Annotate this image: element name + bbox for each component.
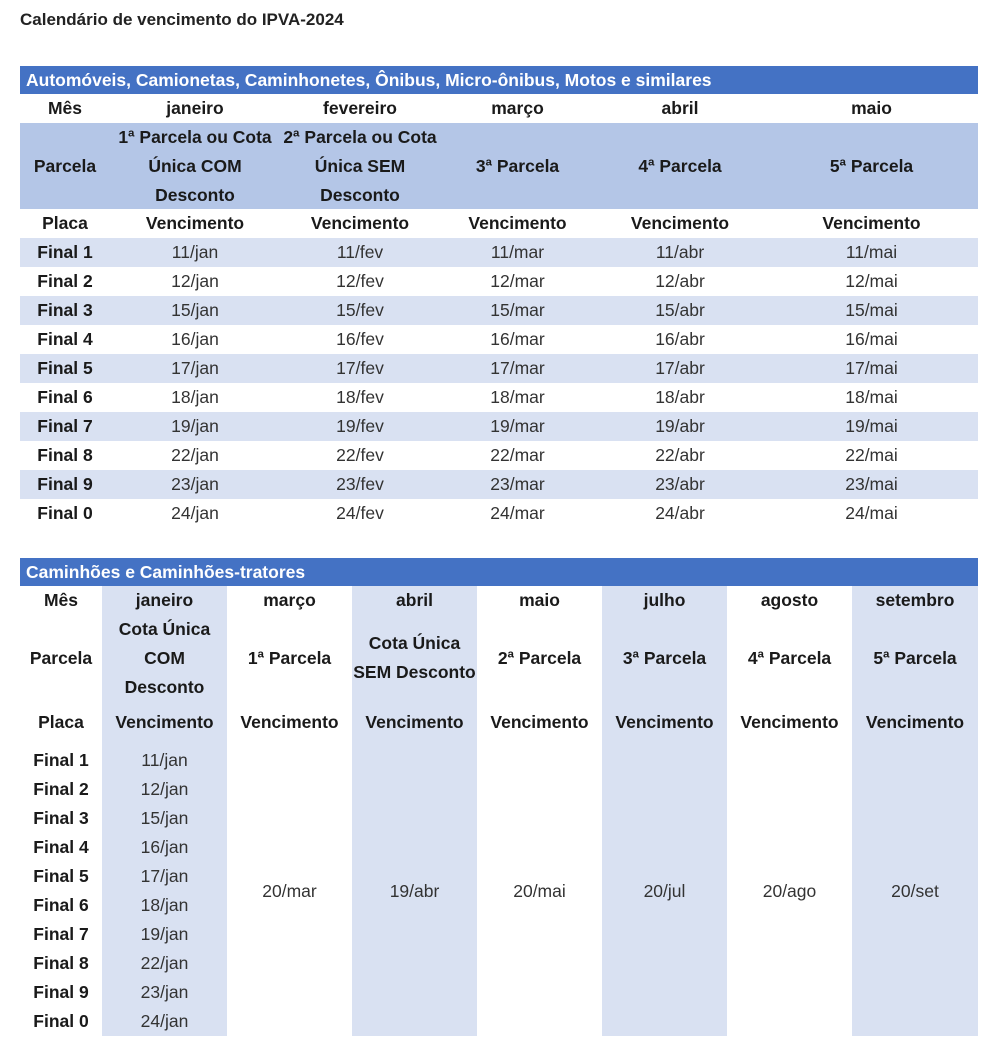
date-cell: 23/mar [490,474,545,494]
date-cell: 19/mar [490,416,545,436]
vencimento-header: Vencimento [740,712,839,732]
due-date: 20/set [891,880,939,901]
parcela-header: Cota Única SEM Desconto [353,633,476,682]
column-agosto [727,586,852,1036]
due-date: 20/jul [643,880,686,901]
date-cell: 18/abr [655,387,705,407]
date-cell: 22/jan [171,445,219,465]
date-cell: 15/abr [655,300,705,320]
date-cell: 16/mar [490,329,545,349]
date-cell: 12/abr [655,271,705,291]
table-row [20,296,978,325]
date-cell: 22/fev [336,445,384,465]
table-row [20,383,978,412]
table-title: Automóveis, Camionetas, Caminhonetes, Ônibus, Micro-ônibus, Motos e similares [20,66,978,94]
placa-cell: Final 4 [33,837,89,857]
date-cell: 23/fev [336,474,384,494]
table-row [20,412,978,441]
date-cell: 12/jan [171,271,219,291]
date-cell: 18/fev [336,387,384,407]
date-cell: 15/mai [845,300,898,320]
table-automoveis [20,66,978,528]
vencimento-header: Vencimento [490,712,589,732]
month-header: abril [661,98,699,118]
date-cell: 18/jan [171,387,219,407]
vencimento-header: Vencimento [822,213,921,233]
parcela-header: 2ª Parcela ou Cota Única SEM Desconto [283,126,437,205]
date-cell: 22/mar [490,445,545,465]
date-cell: 16/mai [845,329,898,349]
placa-cell: Final 7 [33,924,89,944]
date-cell: 23/jan [171,474,219,494]
parcela-header: 1ª Parcela ou Cota Única COM Desconto [118,126,272,205]
table-row [20,354,978,383]
due-date: 20/mai [513,880,566,901]
placa-cell: Final 6 [37,387,93,407]
column-setembro [852,586,978,1036]
date-cell: 11/jan [141,750,188,770]
parcela-label: Parcela [29,647,93,668]
parcela-header: 2ª Parcela [497,647,582,668]
placa-cell: Final 2 [37,271,93,291]
placa-cell: Final 3 [37,300,93,320]
placa-cell: Final 9 [33,982,89,1002]
parcela-header: 4ª Parcela [638,155,722,176]
placa-cell: Final 1 [37,242,93,262]
placa-cell: Final 0 [33,1011,89,1031]
placa-cell: Final 3 [33,808,89,828]
date-cell: 19/jan [171,416,219,436]
date-cell: 22/jan [140,953,189,973]
date-cell: 16/jan [171,329,219,349]
table-row [20,325,978,354]
placa-cell: Final 8 [37,445,93,465]
date-cell: 24/mai [845,503,898,523]
table-row [20,267,978,296]
placa-cell: Final 5 [37,358,93,378]
table-grid [20,586,978,1036]
table-body [20,238,978,528]
date-cell: 16/abr [655,329,705,349]
date-cell: 17/abr [655,358,705,378]
date-cell: 24/mar [490,503,545,523]
date-cell: 17/jan [140,866,189,886]
vencimento-header: Vencimento [240,712,339,732]
placa-cell: Final 1 [33,750,89,770]
placa-cell: Final 7 [37,416,93,436]
date-cell: 18/jan [140,895,189,915]
date-cell: 11/jan [171,242,219,262]
placa-row [20,209,978,238]
date-cell: 15/jan [140,808,189,828]
placa-cell: Final 2 [33,779,89,799]
mes-label: Mês [47,98,83,118]
month-header: março [263,590,316,610]
date-cell: 23/jan [140,982,189,1002]
parcela-header: 3ª Parcela [475,155,560,176]
due-date: 20/ago [762,880,817,901]
date-cell: 11/mar [490,242,545,262]
date-cell: 12/jan [140,779,189,799]
placa-list [20,746,102,1036]
date-cell: 24/jan [140,1011,189,1031]
column-abril [352,586,477,1036]
placa-cell: Final 0 [37,503,93,523]
page-title: Calendário de vencimento do IPVA-2024 [20,10,344,29]
due-date: 20/mar [262,880,317,901]
due-date: 19/abr [389,880,440,901]
month-header: maio [851,98,892,118]
mes-label: Mês [43,590,79,610]
column-marco [227,586,352,1036]
date-cell: 11/mai [845,242,898,262]
date-cell: 11/fev [336,242,384,262]
parcela-header: 5ª Parcela [873,647,957,668]
month-row [20,94,978,123]
parcela-label: Parcela [33,155,97,176]
table-row [20,441,978,470]
month-header: agosto [760,590,819,610]
date-cell: 16/fev [336,329,384,349]
month-header: janeiro [166,98,224,118]
table-row [20,238,978,267]
table-title: Caminhões e Caminhões-tratores [20,558,978,586]
parcela-header: Cota Única COM Desconto [118,618,211,697]
month-header: maio [519,590,560,610]
date-cell: 11/abr [655,242,705,262]
placa-cell: Final 4 [37,329,93,349]
month-header: abril [396,590,433,610]
vencimento-header: Vencimento [115,712,214,732]
column-maio [477,586,602,1036]
date-cell: 23/mai [845,474,898,494]
table-row [20,499,978,528]
date-cell: 15/jan [171,300,219,320]
date-cell: 24/abr [655,503,705,523]
placa-label: Placa [42,213,88,233]
placa-cell: Final 9 [37,474,93,494]
parcela-header: 3ª Parcela [622,647,707,668]
date-list [102,746,227,1036]
date-cell: 18/mar [490,387,545,407]
date-cell: 19/abr [655,416,705,436]
date-cell: 12/mar [490,271,545,291]
parcela-header: 1ª Parcela [247,647,332,668]
date-cell: 17/mai [845,358,898,378]
vencimento-header: Vencimento [468,213,567,233]
date-cell: 17/mar [490,358,545,378]
date-cell: 16/jan [140,837,189,857]
month-header: julho [643,590,686,610]
date-cell: 18/mai [845,387,898,407]
date-cell: 17/jan [171,358,219,378]
vencimento-header: Vencimento [310,213,410,233]
column-janeiro [102,586,227,1036]
vencimento-header: Vencimento [630,213,730,233]
date-cell: 24/jan [171,503,219,523]
column-julho [602,586,727,1036]
date-cell: 17/fev [336,358,384,378]
month-header: fevereiro [323,98,397,118]
parcela-header: 5ª Parcela [829,155,914,176]
date-cell: 19/mai [845,416,898,436]
vencimento-header: Vencimento [145,213,245,233]
vencimento-header: Vencimento [365,712,464,732]
date-cell: 15/mar [490,300,545,320]
date-cell: 19/jan [140,924,189,944]
placa-column [20,586,102,1036]
date-cell: 15/fev [336,300,384,320]
month-header: março [491,98,544,118]
table-row [20,470,978,499]
date-cell: 19/fev [336,416,384,436]
placa-label: Placa [38,712,84,732]
placa-cell: Final 6 [33,895,89,915]
placa-cell: Final 8 [33,953,89,973]
date-cell: 22/mai [845,445,898,465]
table-caminhoes [20,558,978,1036]
vencimento-header: Vencimento [865,712,965,732]
date-cell: 12/fev [336,271,384,291]
date-cell: 12/mai [845,271,898,291]
month-header: janeiro [135,590,194,610]
parcela-header: 4ª Parcela [747,647,832,668]
month-header: setembro [875,590,955,610]
parcela-row [20,123,978,209]
date-cell: 24/fev [336,503,384,523]
vencimento-header: Vencimento [615,712,714,732]
placa-cell: Final 5 [33,866,89,886]
date-cell: 22/abr [655,445,705,465]
date-cell: 23/abr [655,474,705,494]
